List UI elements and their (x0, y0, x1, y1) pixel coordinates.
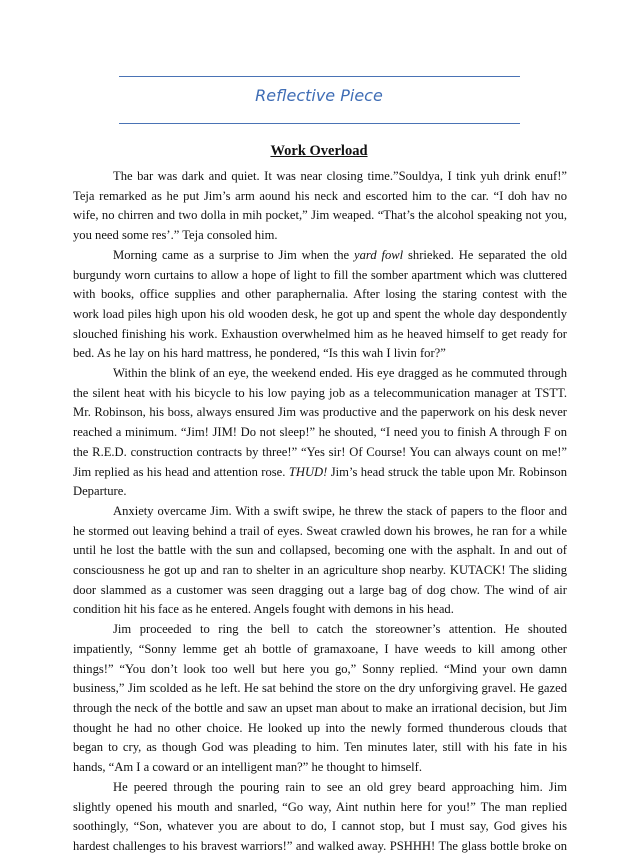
story-title: Work Overload (270, 143, 368, 159)
text-line: began to cry, as though God was pleading to him. Ten minutes later, still with his fate in his (73, 740, 567, 755)
text-line: thought he had no other choice. He looked up into the newly formed thunderous clouds that (73, 720, 567, 735)
paragraph-5 (73, 620, 567, 778)
text-line: things!” “You don’t look too well but here you go,” Sonny replied. “Mind your own damn (73, 661, 567, 676)
text-line: burgundy worn curtains to allow a hope of light to fill the somber apartment which was cluttered (73, 267, 567, 282)
text-line: condition hit his face as he entered. Angels fought with demons in his head. (73, 602, 454, 617)
paragraph-6 (73, 778, 567, 857)
text-segment: Jim replied as his head and attention rose. (73, 464, 289, 479)
text-line: slouched finishing his work. Exhaustion overwhelmed him as he heaved himself to get ready for (73, 326, 567, 341)
text-line: slightly opened his mouth and snarled, “Go way, Aint nuthin here for you!” The man replied (73, 799, 567, 814)
text-line: Anxiety overcame Jim. With a swift swipe, he threw the stack of papers to the floor and (113, 503, 567, 518)
text-line: Within the blink of an eye, the weekend ended. His eye dragged as he commuted through (113, 366, 567, 381)
text-line: through the neck of the bottle and saw an upset man about to make an irrational decision, but Jim (73, 700, 567, 715)
text-line: the R.E.D. construction contracts by three!” “Yes sir! Of Course! You can always count on me!” (73, 444, 567, 459)
text-line: business,” Jim scolded as he left. He sat behind the store on the dry unforgiving gravel. He gazed (73, 681, 567, 696)
text-line: you need some res’.” Teja consoled him. (73, 228, 278, 243)
text-line (73, 246, 567, 266)
text-line: Mr. Robinson, his boss, always ensured Jim was productive and the paperwork on his desk never (73, 405, 567, 420)
text-line: hands, “Am I a coward or an intelligent man?” he thought to himself. (73, 760, 423, 775)
text-line: He peered through the pouring rain to see an old grey beard approaching him. Jim (113, 779, 567, 794)
text-line: until he lost the battle with the sun and collapsed, becoming one with the asphalt. In and out of (73, 543, 567, 558)
header-top-rule (119, 76, 520, 77)
text-line: soothingly, “Son, whatever you are about to do, I cannot stop, but I must say, God gives his (73, 819, 567, 834)
story-body (73, 167, 567, 857)
text-line: The bar was dark and quiet. It was near closing time.”Souldya, I tink yuh drink enuf!” (113, 169, 567, 183)
text-line: Departure. (73, 484, 127, 499)
text-line: work load piles high upon his old wooden desk, he got up and spent the whole day despondently (73, 306, 567, 321)
text-line: bed. As he lay on his hard mattress, he pondered, “Is this wah I livin for?” (73, 346, 446, 361)
text-line: consciousness he got up and ran to shelter in an agriculture shop nearby. KUTACK! The sliding (73, 563, 567, 578)
paragraph-3 (73, 364, 567, 502)
section-heading: Reflective Piece (255, 86, 383, 105)
text-segment: Jim’s head struck the table upon Mr. Robinson (327, 464, 567, 479)
text-line: door slammed as a customer was seen dragging out a large bag of dog chow. The wind of air (73, 582, 567, 597)
text-segment: Morning came as a surprise to Jim when the (113, 247, 354, 262)
text-line: reached a minimum. “Jim! JIM! Do not sleep!” he shouted, “I need you to finish A through F on (73, 425, 567, 440)
text-line: he stormed out leaving behind a trail of eyes. Sweat crawled down his browes, he ran for a while (73, 523, 567, 538)
text-line: with books, office supplies and other paraphernalia. After losing the staring contest with the (73, 287, 567, 302)
paragraph-1 (73, 167, 567, 246)
header-bottom-rule (119, 123, 520, 124)
emphasis-text: THUD! (288, 464, 328, 479)
text-line: the silent heat with his bicycle to his low paying job as a telecommunication manager at TSTT. (73, 385, 567, 400)
paragraph-2 (73, 246, 567, 364)
text-line: Jim proceeded to ring the bell to catch the storeowner’s attention. He shouted (113, 622, 567, 637)
paragraph-4 (73, 502, 567, 620)
text-line: Teja remarked as he put Jim’s arm aound his neck and escorted him to the car. “I doh hav no (73, 188, 567, 203)
text-line: wife, no chirren and two dolla in mih pocket,” Jim weaped. “That’s the alcohol speaking not you, (73, 208, 567, 223)
emphasis-text: yard fowl (354, 247, 404, 262)
text-segment: shrieked. He separated the old (403, 247, 567, 262)
text-line: hardest challenges to his bravest warriors!” and walked away. PSHHH! The glass bottle broke on (73, 838, 567, 853)
text-line (73, 463, 567, 483)
text-line: impatiently, “Sonny lemme get ah bottle of gramaxoane, I have weeds to kill among other (73, 641, 567, 656)
